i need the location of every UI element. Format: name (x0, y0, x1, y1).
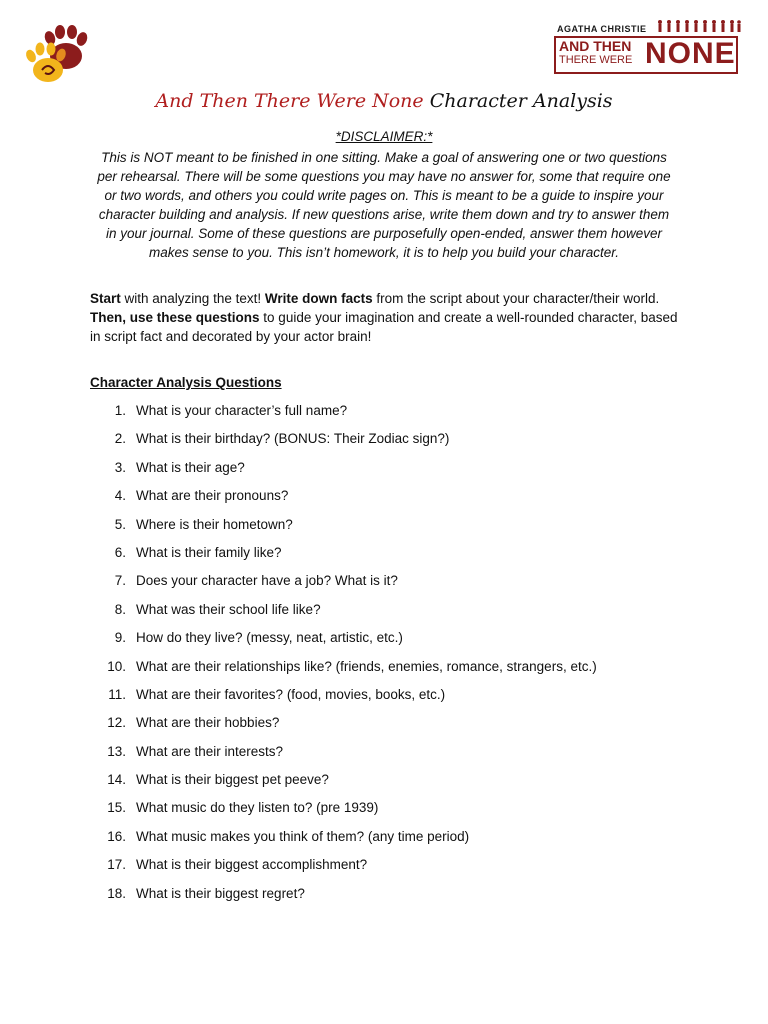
question-number: 14. (107, 772, 126, 788)
question-text: What is their birthday? (BONUS: Their Zodiac sign?) (136, 431, 450, 447)
question-text: What was their school life like? (136, 601, 321, 617)
question-text: Does your character have a job? What is it? (136, 573, 398, 589)
question-text: What is their biggest accomplishment? (136, 857, 368, 873)
disclaimer-line: character building and analysis. If new questions arise, write them down and try to answer them (98, 207, 670, 222)
show-logo-line3: NONE (645, 37, 736, 70)
intro-paragraph (90, 289, 680, 346)
intro-write-facts: Write down facts (264, 291, 373, 306)
question-item (90, 744, 690, 772)
disclaimer-line: in your journal. Some of these questions are purposefully open-ended, answer them however (105, 226, 663, 241)
disclaimer-line: makes sense to you. This isn’t homework, it is to help you build your character. (149, 245, 619, 260)
soldier-figures-icon (656, 19, 741, 33)
question-number: 11. (108, 686, 126, 702)
disclaimer-line: This is NOT meant to be finished in one sitting. Make a goal of answering one or two questions (101, 150, 667, 165)
question-text: What are their favorites? (food, movies, books, etc.) (136, 686, 446, 702)
question-item (90, 659, 690, 687)
question-text: What music do they listen to? (pre 1939) (136, 800, 379, 816)
question-number: 16. (107, 828, 126, 844)
question-item (90, 886, 690, 914)
question-text: What is their family like? (136, 544, 282, 560)
question-number: 2. (114, 431, 126, 447)
question-text: What are their relationships like? (friends, enemies, romance, strangers, etc.) (136, 658, 597, 674)
question-number: 6. (114, 544, 126, 560)
intro-text-1: with analyzing the text! (120, 291, 265, 306)
question-item (90, 545, 690, 573)
question-item (90, 772, 690, 800)
question-number: 13. (107, 743, 126, 759)
question-text: What are their pronouns? (136, 488, 289, 504)
question-number: 15. (107, 800, 126, 816)
question-number: 18. (107, 885, 126, 901)
question-number: 8. (114, 601, 126, 617)
question-item (90, 715, 690, 743)
question-item (90, 460, 690, 488)
show-logo-line1: AND THEN (559, 38, 632, 54)
intro-text-3: to guide your imagination and create a well-rounded character, based in script fact and decorated by your actor brain! (90, 310, 678, 344)
show-logo (553, 18, 741, 76)
document-title (0, 90, 768, 112)
question-text: What are their hobbies? (136, 715, 280, 731)
show-logo-author: AGATHA CHRISTIE (557, 24, 647, 34)
question-list (90, 403, 690, 914)
disclaimer-line: per rehearsal. There will be some questions you may have no answer for, some that require one (97, 169, 671, 184)
question-number: 12. (107, 715, 126, 731)
question-number: 1. (114, 403, 126, 418)
title-show-name: And Then There Were None (155, 90, 424, 112)
show-logo-line2: THERE WERE (559, 54, 633, 66)
title-subject: Character Analysis (429, 90, 613, 112)
question-text: What are their interests? (136, 743, 284, 759)
disclaimer-line: or two words, and others you could write pages on. This is meant to be a guide to inspire your (104, 188, 664, 203)
question-item (90, 857, 690, 885)
question-number: 4. (114, 488, 126, 504)
question-item (90, 573, 690, 601)
question-number: 10. (107, 658, 126, 674)
disclaimer-body (84, 148, 684, 262)
question-item (90, 829, 690, 857)
questions-heading: Character Analysis Questions (90, 375, 282, 390)
intro-start: Start (90, 291, 121, 306)
question-text: What is their biggest regret? (136, 885, 305, 901)
bear-paw-logo-icon (18, 18, 94, 88)
question-text: What is their age? (136, 459, 245, 475)
intro-then-use: Then, use these questions (90, 310, 260, 325)
question-text: What music makes you think of them? (any time period) (136, 828, 470, 844)
question-text: What is their biggest pet peeve? (136, 772, 329, 788)
question-number: 5. (114, 516, 126, 532)
disclaimer-heading: *DISCLAIMER:* (335, 129, 433, 144)
question-item (90, 800, 690, 828)
question-item (90, 431, 690, 459)
question-item (90, 488, 690, 516)
question-item (90, 403, 690, 431)
question-item (90, 687, 690, 715)
question-item (90, 602, 690, 630)
question-item (90, 630, 690, 658)
question-text: What is your character’s full name? (136, 403, 348, 418)
intro-text-2: from the script about your character/their world. (372, 291, 660, 306)
question-text: How do they live? (messy, neat, artistic, etc.) (136, 630, 403, 646)
question-text: Where is their hometown? (136, 516, 293, 532)
question-number: 17. (107, 857, 126, 873)
question-number: 9. (114, 630, 126, 646)
question-number: 7. (114, 573, 126, 589)
question-number: 3. (114, 459, 126, 475)
question-item (90, 517, 690, 545)
